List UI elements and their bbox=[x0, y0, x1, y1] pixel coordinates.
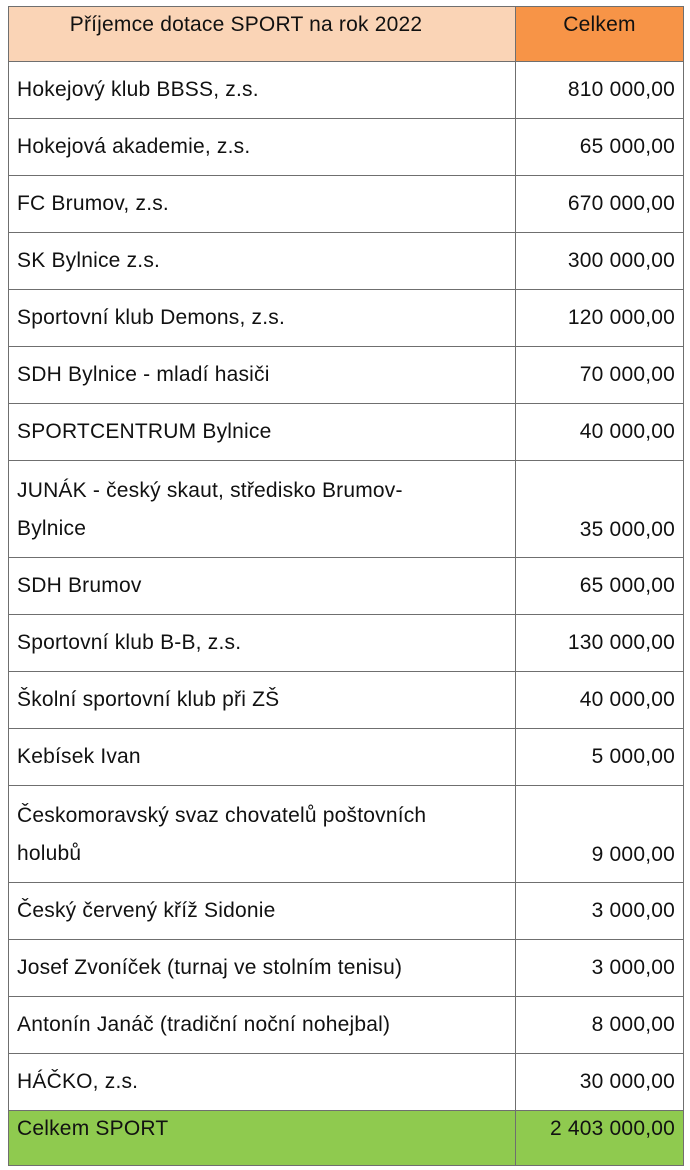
recipient-amount: 5 000,00 bbox=[516, 729, 684, 786]
recipient-name: Antonín Janáč (tradiční noční nohejbal) bbox=[9, 997, 516, 1054]
table-row bbox=[9, 461, 684, 558]
recipient-name-line1: JUNÁK - český skaut, středisko Brumov- bbox=[17, 479, 403, 502]
recipient-amount: 120 000,00 bbox=[516, 290, 684, 347]
recipient-name: Český červený kříž Sidonie bbox=[9, 883, 516, 940]
header-row bbox=[9, 7, 684, 62]
table-row bbox=[9, 672, 684, 729]
table-row bbox=[9, 558, 684, 615]
recipient-amount: 670 000,00 bbox=[516, 176, 684, 233]
table-row bbox=[9, 404, 684, 461]
recipient-amount: 3 000,00 bbox=[516, 940, 684, 997]
recipient-amount: 30 000,00 bbox=[516, 1054, 684, 1111]
subsidy-table-sheet bbox=[8, 6, 683, 1166]
recipient-amount: 65 000,00 bbox=[516, 558, 684, 615]
recipient-amount: 70 000,00 bbox=[516, 347, 684, 404]
total-row bbox=[9, 1111, 684, 1166]
recipient-name: Hokejová akademie, z.s. bbox=[9, 119, 516, 176]
table-row bbox=[9, 1054, 684, 1111]
recipient-amount: 130 000,00 bbox=[516, 615, 684, 672]
table-row bbox=[9, 615, 684, 672]
subsidy-table bbox=[8, 6, 684, 1166]
recipient-name: Hokejový klub BBSS, z.s. bbox=[9, 62, 516, 119]
header-total: Celkem bbox=[516, 7, 684, 62]
recipient-name-line1: Českomoravský svaz chovatelů poštovních bbox=[17, 804, 427, 827]
table-row bbox=[9, 997, 684, 1054]
total-amount: 2 403 000,00 bbox=[516, 1111, 684, 1166]
recipient-amount: 8 000,00 bbox=[516, 997, 684, 1054]
table-row bbox=[9, 347, 684, 404]
header-recipient: Příjemce dotace SPORT na rok 2022 bbox=[9, 7, 516, 62]
table-row bbox=[9, 729, 684, 786]
table-row bbox=[9, 119, 684, 176]
recipient-name bbox=[9, 461, 516, 558]
recipient-name: FC Brumov, z.s. bbox=[9, 176, 516, 233]
recipient-amount: 3 000,00 bbox=[516, 883, 684, 940]
recipient-amount: 65 000,00 bbox=[516, 119, 684, 176]
recipient-name: SK Bylnice z.s. bbox=[9, 233, 516, 290]
table-row bbox=[9, 290, 684, 347]
recipient-name: SDH Bylnice - mladí hasiči bbox=[9, 347, 516, 404]
recipient-amount: 40 000,00 bbox=[516, 672, 684, 729]
table-row bbox=[9, 176, 684, 233]
recipient-name: HÁČKO, z.s. bbox=[9, 1054, 516, 1111]
table-row bbox=[9, 883, 684, 940]
recipient-name: Sportovní klub B-B, z.s. bbox=[9, 615, 516, 672]
recipient-name: Školní sportovní klub při ZŠ bbox=[9, 672, 516, 729]
recipient-amount: 40 000,00 bbox=[516, 404, 684, 461]
recipient-amount: 300 000,00 bbox=[516, 233, 684, 290]
recipient-amount: 35 000,00 bbox=[516, 461, 684, 558]
recipient-amount: 9 000,00 bbox=[516, 786, 684, 883]
recipient-name: Josef Zvoníček (turnaj ve stolním tenisu) bbox=[9, 940, 516, 997]
recipient-name bbox=[9, 786, 516, 883]
table-row bbox=[9, 233, 684, 290]
recipient-amount: 810 000,00 bbox=[516, 62, 684, 119]
table-row bbox=[9, 62, 684, 119]
recipient-name: SPORTCENTRUM Bylnice bbox=[9, 404, 516, 461]
recipient-name: Kebísek Ivan bbox=[9, 729, 516, 786]
recipient-name-line2: holubů bbox=[17, 842, 82, 865]
recipient-name: Sportovní klub Demons, z.s. bbox=[9, 290, 516, 347]
recipient-name-line2: Bylnice bbox=[17, 517, 87, 540]
recipient-name: SDH Brumov bbox=[9, 558, 516, 615]
table-row bbox=[9, 786, 684, 883]
total-label: Celkem SPORT bbox=[9, 1111, 516, 1166]
table-row bbox=[9, 940, 684, 997]
